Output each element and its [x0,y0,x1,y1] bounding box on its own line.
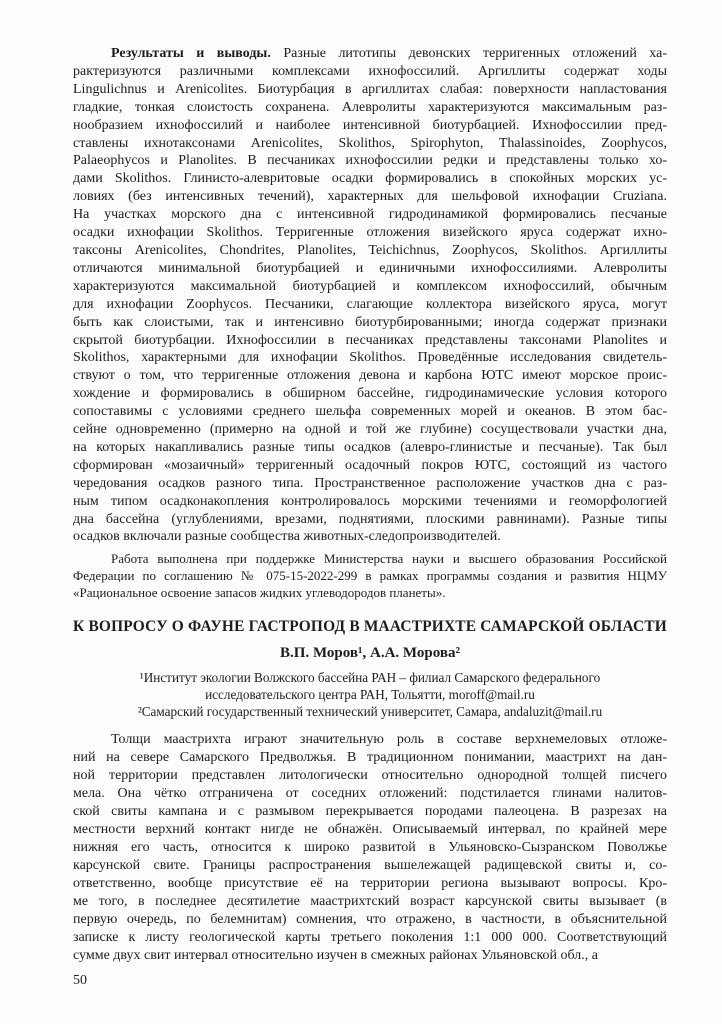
article-title: К ВОПРОСУ О ФАУНЕ ГАСТРОПОД В МААСТРИХТЕ САМАРСКОЙ ОБЛАСТИ [73,618,667,636]
text-line: дна бассейна (углублениями, врезами, поднятиями, плоскими равнинами). Разные типы [73,511,667,527]
text-line: скрытой биотурбации. Ихнофоссилии в песчаниках представлены таксонами Planolites и [73,332,667,348]
text-line: ставлены ихнотаксонами Arenicolites, Skolithos, Spirophyton, Thalassinoides, Zoophycos, [73,135,667,151]
text-line: на которых накапливались разные типы осадков (алевро-глинистые и песчаные). Так был [73,439,667,455]
results-and-conclusions-paragraph [73,45,667,546]
text-line: ¹Институт экологии Волжского бассейна РАН – филиал Самарского федерального [139,670,601,686]
text-line: характеризуются максимальной биотурбацией и комплексом ихнофоссилий, обычным [73,278,667,294]
text-line: ловиях (без интенсивных течений), характерных для шельфовой ихнофации Cruziana. [73,189,667,205]
text-line: ным типом осадконакопления контролировалось морскими течениями и геоморфологией [73,493,667,509]
text-line: нижняя его часть, относится к широко развитой в Ульяновско-Сызранском Поволжье [73,840,667,856]
text-line: ме того, в последнее десятилетие маастрихтский возраст карсунской свиты вызывает (в [73,894,667,910]
text-line: записке к листу геологической карты третьего поколения 1:1 000 000. Соответствующий [73,930,667,946]
text-line: исследовательского центра РАН, Тольятти, moroff@mail.ru [205,687,535,703]
text-line: хождение и формировались в обширном бассейне, гидродинамические условия которого [73,386,667,402]
text-line: карсунской свите. Границы распространения вышележащей радищевской свиты и, со- [73,858,667,874]
text-line: мела. Она чётко отграничена от соседних отложений: подстилается глинами налитов- [73,786,667,802]
text-line: чередования осадков разного типа. Пространственное расположение участков дна с раз- [73,475,667,491]
text-line: сопоставимы с условиями среднего шельфа современных морей и океанов. В этом бас- [73,404,667,420]
text-line: Работа выполнена при поддержке Министерства науки и высшего образования Российской [111,551,667,567]
text-line: сумме двух свит интервал относительно изучен в смежных районах Ульяновской обл., а [73,948,598,964]
text-line: ствуют о том, что терригенные отложения девона и карбона ЮТС имеют морское проис- [73,368,667,384]
text-line: ской свиты кампана и с размывом перекрывается породами палеоцена. В разрезах на [73,804,667,820]
text-line: ний на севере Самарского Предволжья. В традиционном понимании, маастрихт на дан- [73,750,667,766]
text-line: Lingulichnus и Arenicolites. Биотурбация в аргиллитах слабая: поверхности напластования [73,81,667,97]
text-line: местности верхний контакт нигде не обнажён. Описываемый интервал, по крайней мере [73,822,667,838]
text-line: рактеризуются различными комплексами ихнофоссилий. Аргиллиты содержат ходы [73,63,667,79]
text-line: сформирован «мозаичный» терригенный осадочный покров ЮТС, состоящий из частого [73,457,667,473]
text-line: нообразием ихнофоссилий и наиболее интенсивной биотурбацией. Ихнофоссилии пред- [73,117,667,133]
text-line: сейне одновременно (примерно на одной и той же глубине) сосуществовали участки дна, [73,422,667,438]
text-line: Skolithos, характерными для ихнофации Skolithos. Проведённые исследования свидетель- [73,350,667,366]
text-line: осадков включали разные сообщества животных-следопроизводителей. [73,529,501,545]
text-line: для ихнофации Zoophycos. Песчаники, слагающие коллектора визейского яруса, могут [73,296,667,312]
article-authors: В.П. Моров¹, А.А. Морова² [280,645,460,662]
text-line: дами Skolithos. Глинисто-алевритовые осадки формировались в спокойных морских ус- [73,171,667,187]
article-first-paragraph [73,731,667,965]
text-line: Федерации по соглашению № 075-15-2022-299 в рамках программы создания и развития НЦМУ [73,568,667,584]
text-line: Толщи маастрихта играют значительную роль в составе верхнемеловых отложе- [111,732,667,748]
text-line: осадки ихнофации Skolithos. Терригенные отложения визейского яруса содержат ихно- [73,225,667,241]
text-line: «Рациональное освоение запасов жидких углеводородов планеты». [73,585,446,601]
article-affiliations [73,669,667,720]
text-line: таксоны Arenicolites, Chondrites, Planolites, Teichichnus, Zoophycos, Skolithos. Аргиллиты [73,242,667,258]
page-number: 50 [73,973,87,989]
text-line: ной территории представлен литологически относительно однородной толщей писчего [73,768,667,784]
text-line: гладкие, тонкая слоистость сохранена. Алевролиты характеризуются максимальным раз- [73,99,667,115]
text-line: ²Самарский государственный технический университет, Самара, andaluzit@mail.ru [137,704,603,720]
text-line: На участках морского дна с интенсивной гидродинамикой формировались песчаные [73,207,667,223]
text-line: Palaeophycos и Planolites. В песчаниках ихнофоссилии редки и представлены только хо- [73,153,667,169]
text-line: Результаты и выводы. Разные литотипы девонских терригенных отложений ха- [111,46,667,61]
text-line: отличаются минимальной биотурбацией и единичными ихнофоссилиями. Алевролиты [73,260,667,276]
text-line: ответственно, вообще присутствие её на территории региона вызывают вопросы. Кро- [73,876,667,892]
text-line: первую очередь, по белемнитам) сомнения, что отражено, в частности, в объяснительной [73,912,667,928]
funding-acknowledgment [73,550,667,601]
text-line: быть как слоистыми, так и интенсивно биотурбированными; иногда содержат признаки [73,314,667,330]
